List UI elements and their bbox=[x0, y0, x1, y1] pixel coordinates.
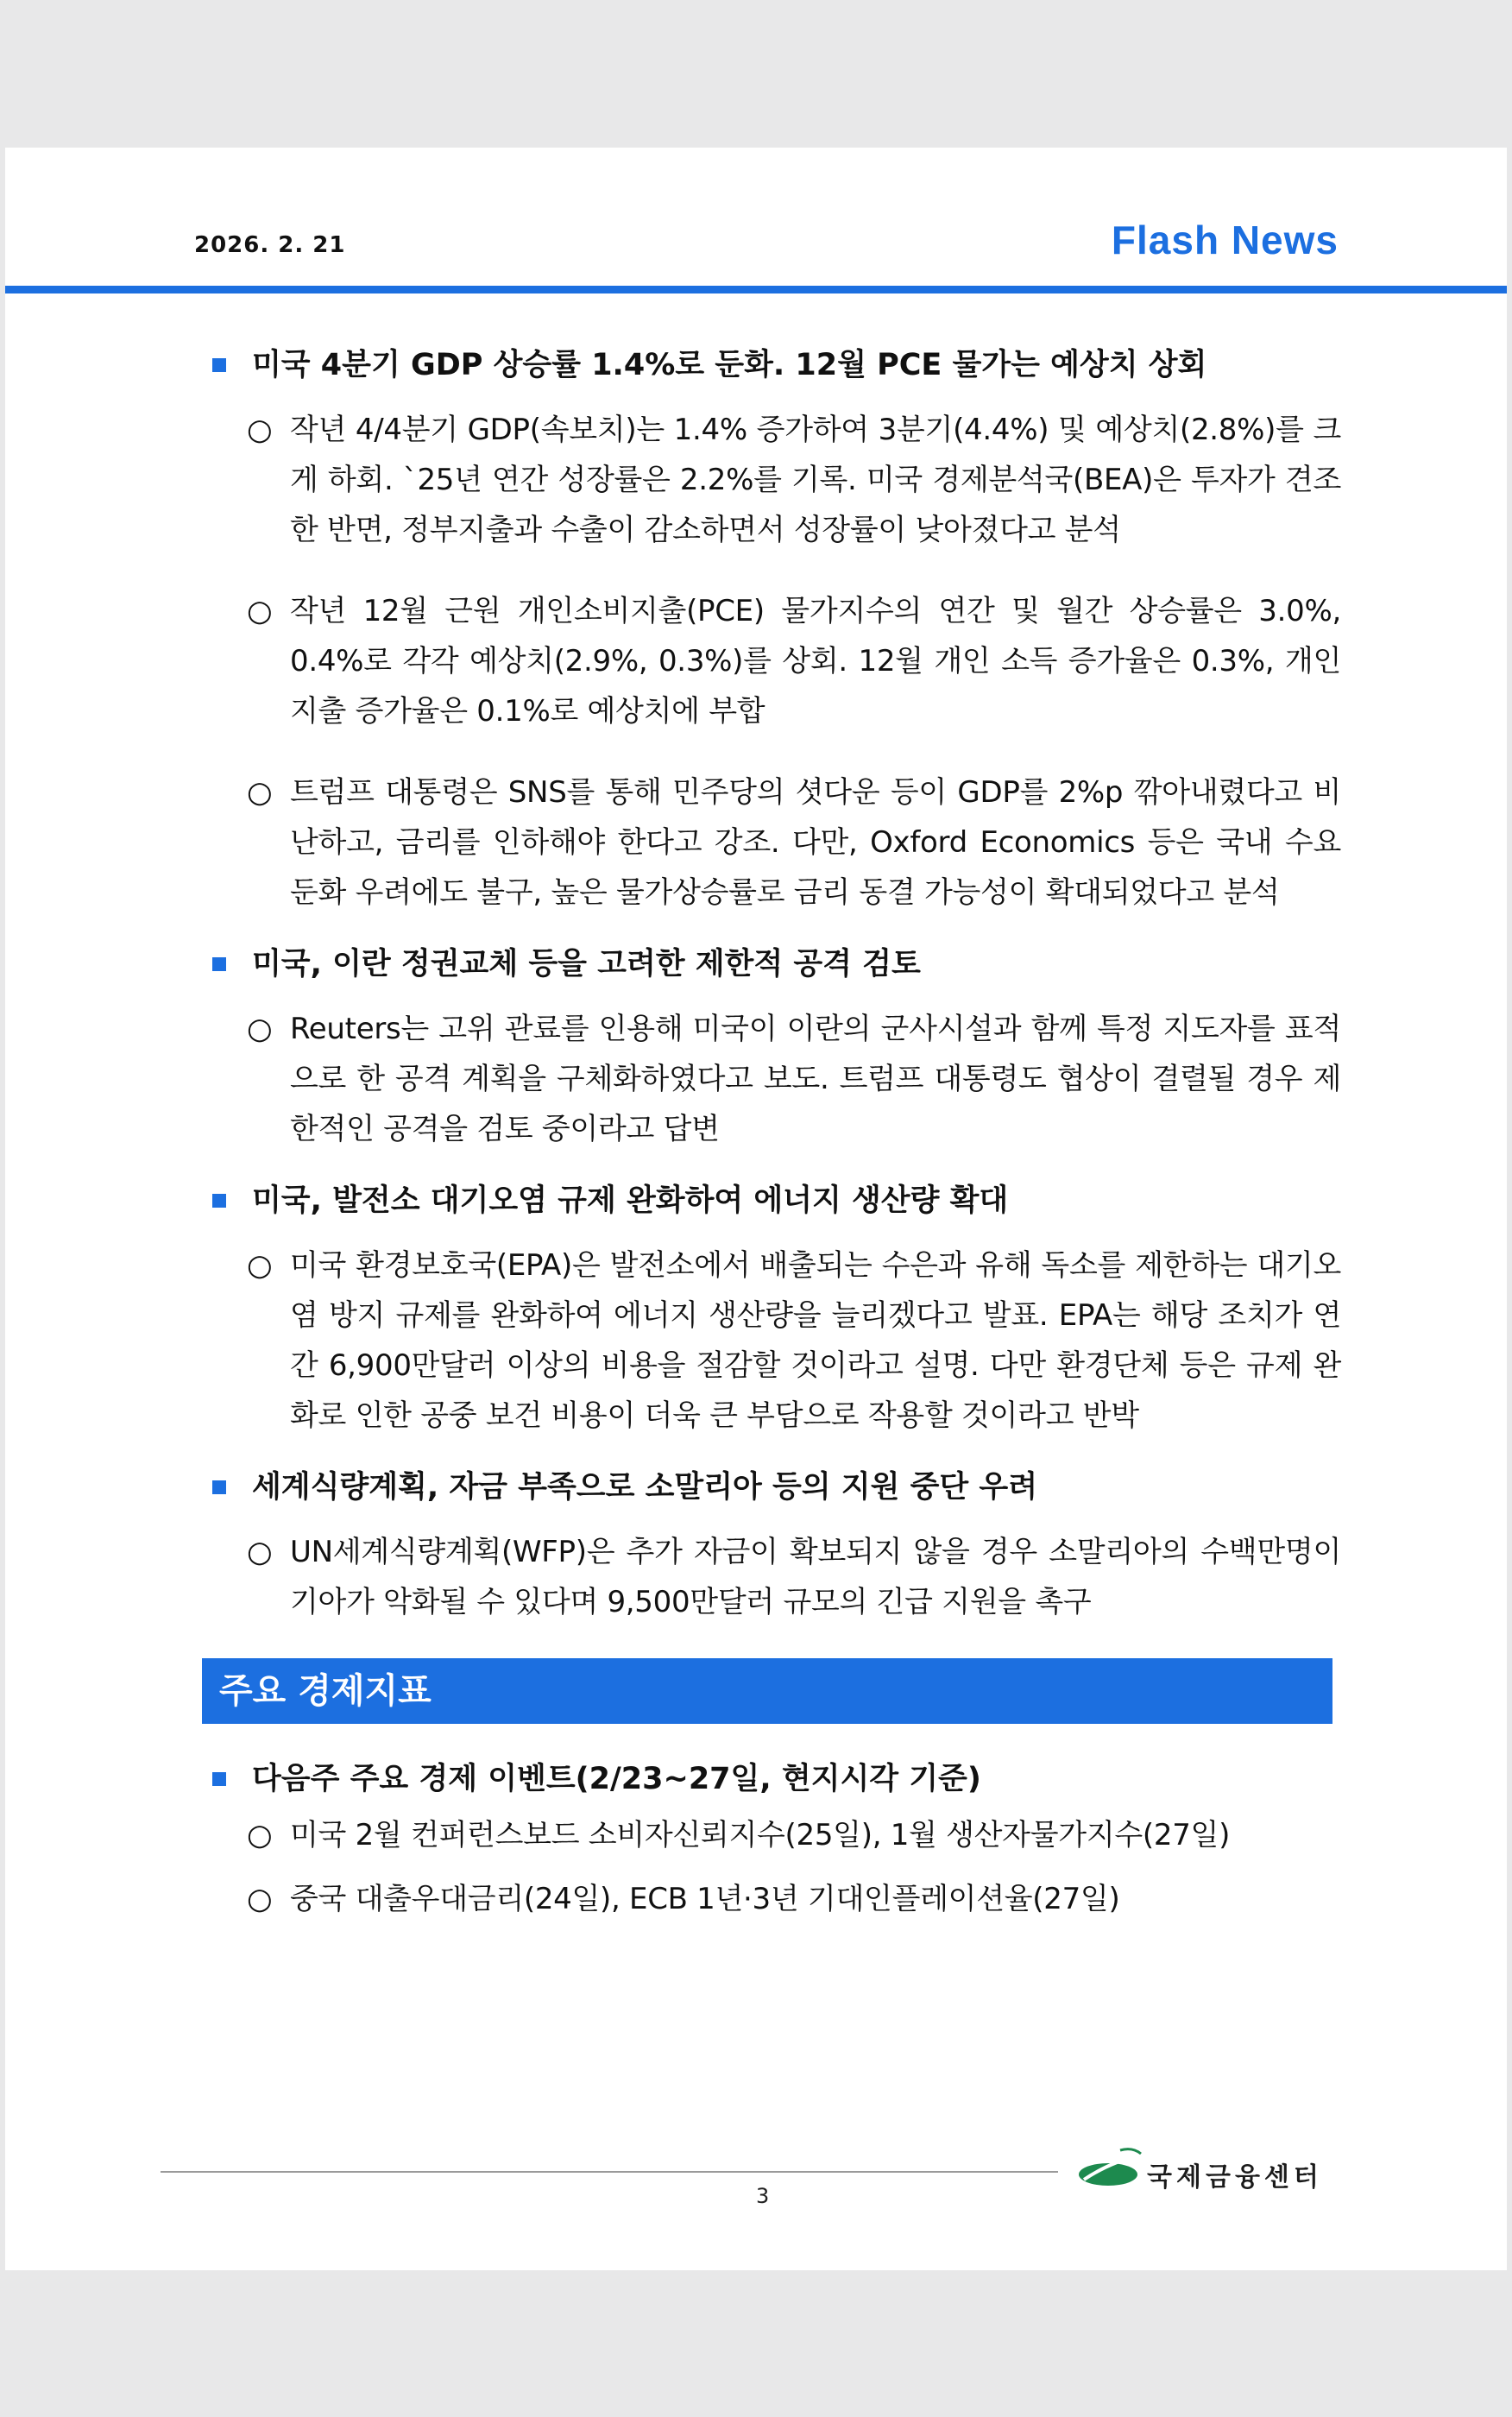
header-rule bbox=[5, 286, 1507, 293]
bullet-paragraph bbox=[202, 1240, 1341, 1441]
key-indicators-bar: 주요 경제지표 bbox=[202, 1658, 1332, 1724]
square-bullet-icon bbox=[212, 1194, 226, 1208]
paragraph-text: 작년 4/4분기 GDP(속보치)는 1.4% 증가하여 3분기(4.4%) 및 예상치(2.8%)를 크게 하회. `25년 연간 성장률은 2.2%를 기록. 미국 경제분석국(BEA)은 투자가 견조한 반면, 정부지출과 수출이 감소하면서 성장률이 낮아졌다고 분석 bbox=[290, 413, 1341, 547]
circle-bullet-icon: ○ bbox=[247, 1818, 273, 1852]
bullet-paragraph bbox=[202, 586, 1341, 736]
circle-bullet-icon: ○ bbox=[247, 1882, 273, 1916]
page-number: 3 bbox=[756, 2184, 770, 2208]
paragraph-text: Reuters는 고위 관료를 인용해 미국이 이란의 군사시설과 함께 특정 지도자를 표적으로 한 공격 계획을 구체화하였다고 보도. 트럼프 대통령도 협상이 결렬될 경우 제한적인 공격을 검토 중이라고 답변 bbox=[290, 1012, 1341, 1146]
paragraph-text: 중국 대출우대금리(24일), ECB 1년·3년 기대인플레이션율(27일) bbox=[290, 1882, 1120, 1916]
paragraph-text: UN세계식량계획(WFP)은 추가 자금이 확보되지 않을 경우 소말리아의 수백만명이 기아가 악화될 수 있다며 9,500만달러 규모의 긴급 지원을 촉구 bbox=[290, 1535, 1341, 1619]
bullet-paragraph bbox=[202, 405, 1341, 555]
section-heading-text: 미국 4분기 GDP 상승률 1.4%로 둔화. 12월 PCE 물가는 예상치 상회 bbox=[252, 348, 1207, 382]
document-page bbox=[5, 148, 1507, 2270]
section-heading-text: 미국, 이란 정권교체 등을 고려한 제한적 공격 검토 bbox=[252, 947, 921, 981]
kcif-logo bbox=[1075, 2145, 1351, 2197]
circle-bullet-icon: ○ bbox=[247, 1012, 273, 1046]
kcif-logo-icon bbox=[1075, 2145, 1144, 2197]
circle-bullet-icon: ○ bbox=[247, 594, 273, 628]
square-bullet-icon bbox=[212, 1772, 226, 1786]
report-body bbox=[202, 344, 1341, 1924]
logo-text: 국제금융센터 bbox=[1147, 2162, 1323, 2193]
section-heading-gdp bbox=[202, 344, 1341, 386]
section-heading-events bbox=[202, 1758, 1341, 1800]
paragraph-text: 미국 환경보호국(EPA)은 발전소에서 배출되는 수은과 유해 독소를 제한하는 대기오염 방지 규제를 완화하여 에너지 생산량을 늘리겠다고 발표. EPA는 해당 조치가 연간 6,900만달러 이상의 비용을 절감할 것이라고 설명. 다만 환경단체 등은 규제 완화로 인한 공중 보건 비용이 더욱 큰 부담으로 작용할 것이라고 반박 bbox=[290, 1248, 1341, 1433]
bullet-paragraph bbox=[202, 767, 1341, 918]
circle-bullet-icon: ○ bbox=[247, 413, 273, 447]
report-date: 2026. 2. 21 bbox=[194, 232, 346, 258]
section-heading-text: 다음주 주요 경제 이벤트(2/23~27일, 현지시각 기준) bbox=[252, 1762, 981, 1796]
square-bullet-icon bbox=[212, 358, 226, 372]
circle-bullet-icon: ○ bbox=[247, 775, 273, 810]
footer-rule bbox=[161, 2171, 1058, 2173]
bullet-paragraph bbox=[202, 1810, 1341, 1860]
square-bullet-icon bbox=[212, 957, 226, 971]
square-bullet-icon bbox=[212, 1480, 226, 1494]
bullet-paragraph bbox=[202, 1004, 1341, 1154]
circle-bullet-icon: ○ bbox=[247, 1248, 273, 1283]
paragraph-text: 트럼프 대통령은 SNS를 통해 민주당의 셧다운 등이 GDP를 2%p 깎아내렸다고 비난하고, 금리를 인하해야 한다고 강조. 다만, Oxford Economics 등은 국내 수요 둔화 우려에도 불구, 높은 물가상승률로 금리 동결 가능성이 확대되었다고 분석 bbox=[290, 775, 1341, 910]
section-heading-wfp bbox=[202, 1467, 1341, 1508]
section-heading-iran bbox=[202, 943, 1341, 985]
section-heading-text: 미국, 발전소 대기오염 규제 완화하여 에너지 생산량 확대 bbox=[252, 1183, 1009, 1218]
paragraph-text: 작년 12월 근원 개인소비지출(PCE) 물가지수의 연간 및 월간 상승률은 3.0%, 0.4%로 각각 예상치(2.9%, 0.3%)를 상회. 12월 개인 소득 증가율은 0.3%, 개인 지출 증가율은 0.1%로 예상치에 부합 bbox=[290, 594, 1341, 729]
bullet-paragraph bbox=[202, 1874, 1341, 1924]
bullet-paragraph bbox=[202, 1527, 1341, 1627]
paragraph-text: 미국 2월 컨퍼런스보드 소비자신뢰지수(25일), 1월 생산자물가지수(27일) bbox=[290, 1818, 1231, 1852]
circle-bullet-icon: ○ bbox=[247, 1535, 273, 1569]
report-title: Flash News bbox=[1111, 218, 1339, 262]
section-heading-epa bbox=[202, 1180, 1341, 1221]
section-heading-text: 세계식량계획, 자금 부족으로 소말리아 등의 지원 중단 우려 bbox=[252, 1470, 1038, 1505]
